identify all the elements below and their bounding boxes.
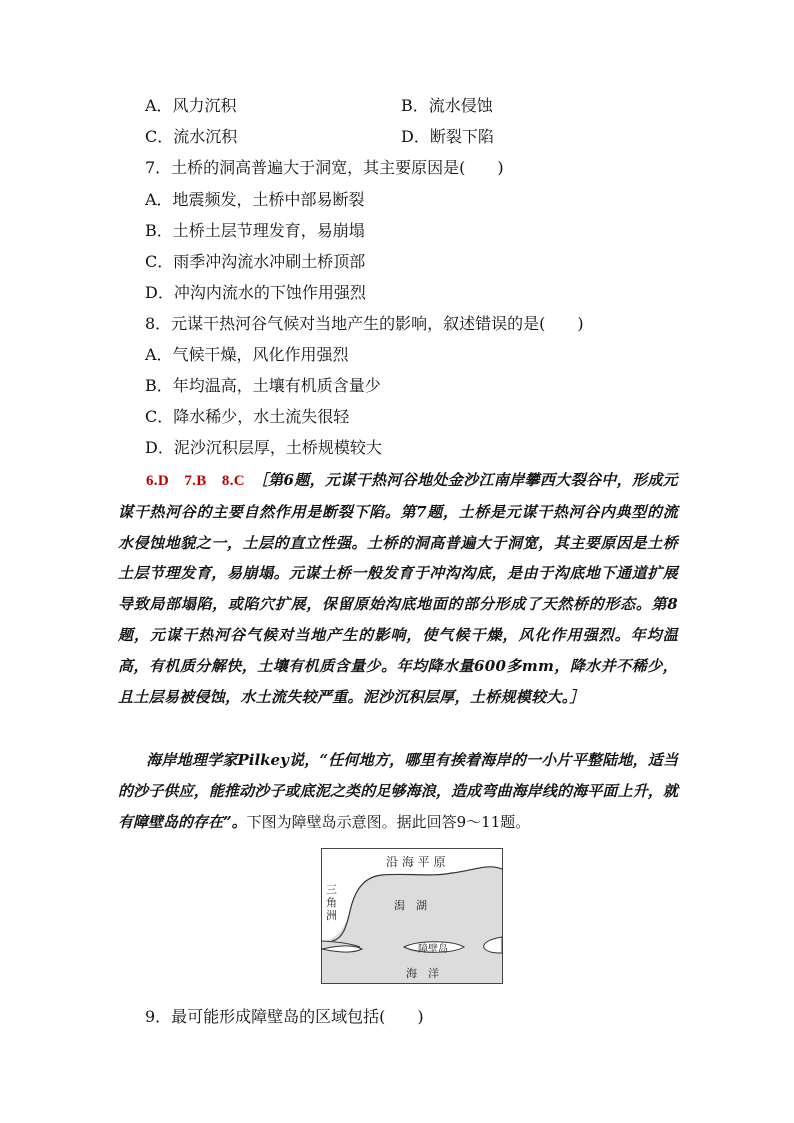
q8-option-c: C．降水稀少，水土流失很轻 — [145, 407, 350, 426]
q7-stem: 7．土桥的洞高普遍大于洞宽，其主要原因是( ) — [145, 158, 504, 177]
q7-option-a: A．地震频发，土桥中部易断裂 — [145, 190, 365, 209]
q8-option-a: A．气候干燥，风化作用强烈 — [145, 345, 349, 364]
barrier-island-diagram — [321, 848, 503, 984]
label-lagoon: 潟 湖 — [394, 899, 427, 912]
answer-explanation — [118, 465, 678, 712]
q6-option-b: B．流水侵蚀 — [401, 96, 493, 115]
label-delta: 三角洲 — [326, 883, 337, 922]
q9-stem: 9．最可能形成障壁岛的区域包括( ) — [145, 1007, 424, 1026]
intro-quote: 海岸地理学家Pilkey说，“任何地方，哪里有挨着海岸的一小片平整陆地，适当的沙子供应，能推动沙子或底泥之类的足够海浪，造成弯曲海岸线的海平面上升，就有障壁岛的存在”。 — [118, 751, 678, 831]
intro-paragraph — [118, 745, 678, 837]
q6-option-c: C．流水沉积 — [145, 127, 238, 146]
explanation-text: ［第6题，元谋干热河谷地处金沙江南岸攀西大裂谷中，形成元谋干热河谷的主要自然作用是断裂下陷。第7题，土桥是元谋干热河谷内典型的流水侵蚀地貌之一，土层的直立性强。土桥的洞高普遍大于洞宽，其主要原因是土桥土层节理发育，易崩塌。元谋土桥一般发育于冲沟沟底，是由于沟底地下通道扩展导致局部塌陷，或陷穴扩展，保留原始沟底地面的部分形成了天然桥的形态。第8题，元谋干热河谷气候对当地产生的影响，使气候干燥，风化作用强烈。年均温高，有机质分解快，土壤有机质含量少。年均降水量600多mm，降水并不稀少，且土层易被侵蚀，水土流失较严重。泥沙沉积层厚，土桥规模较大。］ — [118, 471, 678, 706]
q8-option-b: B．年均温高，土壤有机质含量少 — [145, 376, 381, 395]
q8-option-d: D．泥沙沉积层厚，土桥规模较大 — [145, 438, 382, 457]
label-barrier-island: 障壁岛 — [418, 944, 448, 955]
q7-option-b: B．土桥土层节理发育，易崩塌 — [145, 221, 365, 240]
q8-stem: 8．元谋干热河谷气候对当地产生的影响，叙述错误的是( ) — [145, 314, 584, 333]
q7-option-c: C．雨季冲沟流水冲刷土桥顶部 — [145, 252, 366, 271]
q6-option-d: D．断裂下陷 — [401, 127, 494, 146]
q7-option-d: D．冲沟内流水的下蚀作用强烈 — [145, 283, 366, 302]
label-ocean: 海 洋 — [406, 967, 439, 980]
intro-instruction: 下图为障壁岛示意图。据此回答9～11题。 — [246, 812, 531, 831]
label-coastal-plain: 沿 海 平 原 — [386, 855, 446, 869]
answer-key: 6.D 7.B 8.C — [146, 473, 245, 489]
q6-option-a: A．风力沉积 — [145, 96, 237, 115]
